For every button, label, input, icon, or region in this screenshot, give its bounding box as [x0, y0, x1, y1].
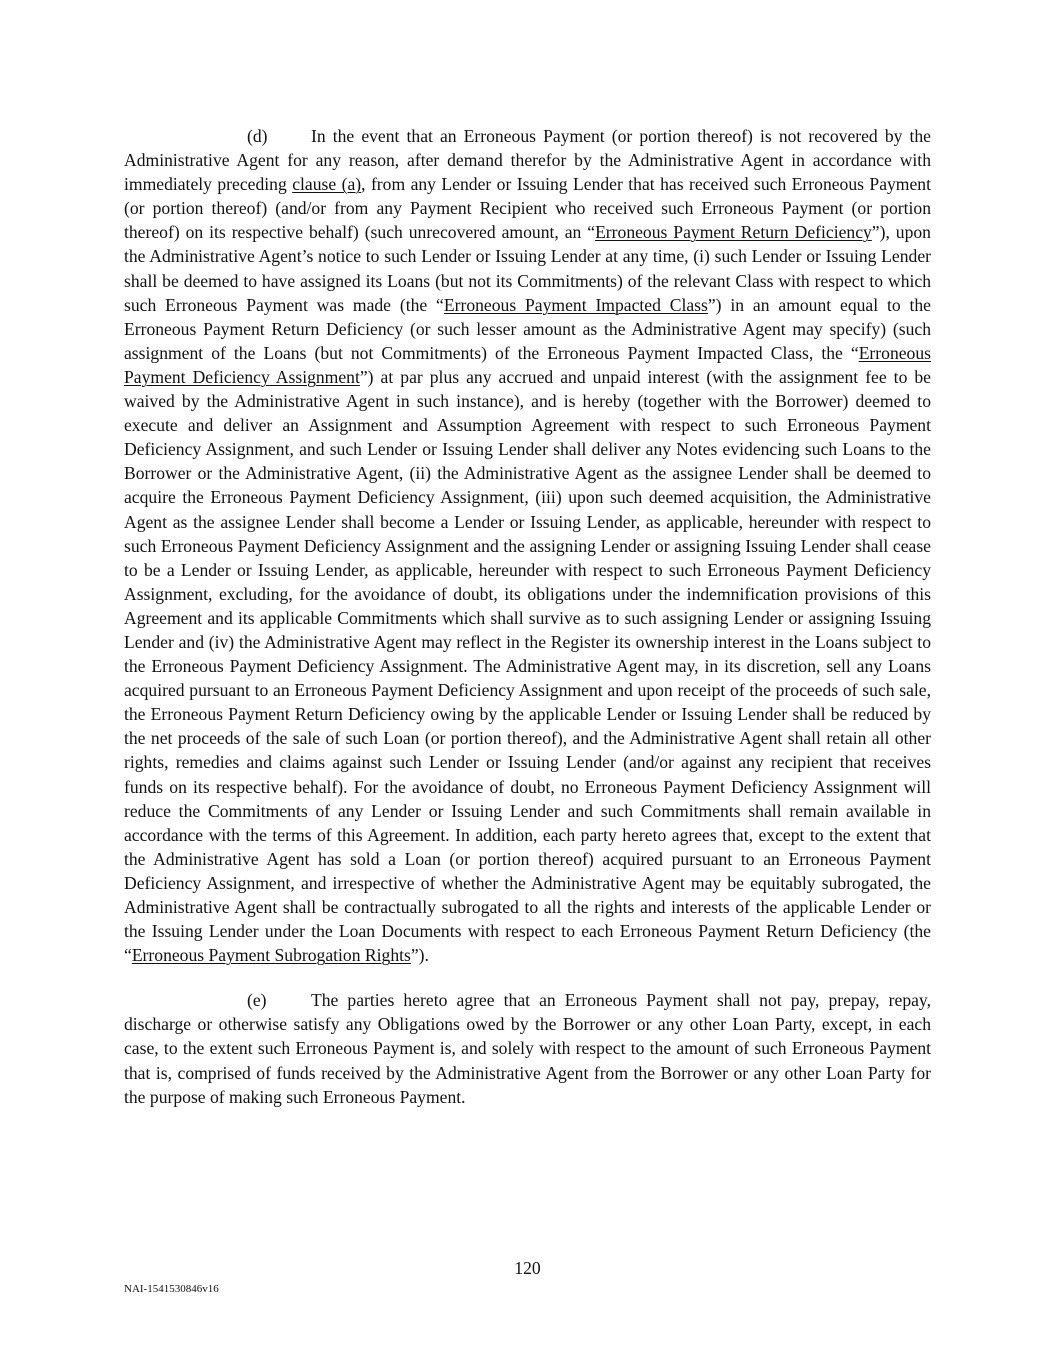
paragraph-d-text-6: ”).	[410, 945, 429, 966]
paragraph-d-text-4: ”) in an amount equal to the Erroneous Payment Return Deficiency (or such lesser amount as the Administrative Agent may specify) (such assignment of the Loans (but not Commitments) of the Erroneous Payment Impacted Class, the “	[124, 294, 931, 363]
paragraph-e-text: The parties hereto agree that an Erroneous Payment shall not pay, prepay, repay, discharge or otherwise satisfy any Obligations owed by the Borrower or any other Loan Party, except, in each case, to the extent such Erroneous Payment is, and solely with respect to the amount of such Erroneous Payment that is, comprised of funds received by the Administrative Agent from the Borrower or any other Loan Party for the purpose of making such Erroneous Payment.	[124, 990, 931, 1107]
document-id: NAI-1541530846v16	[124, 1283, 219, 1295]
document-page	[124, 124, 931, 1109]
paragraph-d-text-2: , from any Lender or Issuing Lender that has received such Erroneous Payment (or portion thereof) (and/or from any Payment Recipient who received such Erroneous Payment (or portion thereof) on its respective behalf) (such unrecovered amount, an “	[124, 174, 931, 243]
paragraph-e-label: (e)	[247, 990, 267, 1011]
defined-term-deficiency-assignment: Erroneous Payment Deficiency Assignment	[124, 342, 931, 387]
paragraph-e	[124, 988, 931, 1108]
defined-term-return-deficiency: Erroneous Payment Return Deficiency	[595, 222, 872, 243]
page-number: 120	[514, 1258, 541, 1278]
paragraph-d-text-3: ”), upon the Administrative Agent’s notice to such Lender or Issuing Lender at any time, (i) such Lender or Issuing Lender shall be deemed to have assigned its Loans (but not its Commitments) of the relevant Class with respect to which such Erroneous Payment was made (the “	[124, 222, 931, 315]
paragraph-d	[124, 124, 931, 967]
paragraph-d-label: (d)	[247, 126, 268, 146]
paragraph-d-text-5: ”) at par plus any accrued and unpaid interest (with the assignment fee to be waived by the Administrative Agent in such instance), and is hereby (together with the Borrower) deemed to execute and deliver an Assignment and Assumption Agreement with respect to such Erroneous Payment Deficiency Assignment, and such Lender or Issuing Lender shall deliver any Notes evidencing such Loans to the Borrower or the Administrative Agent, (ii) the Administrative Agent as the assignee Lender shall be deemed to acquire the Erroneous Payment Deficiency Assignment, (iii) upon such deemed acquisition, the Administrative Agent as the assignee Lender shall become a Lender or Issuing Lender, as applicable, hereunder with respect to such Erroneous Payment Deficiency Assignment and the assigning Lender or assigning Issuing Lender shall cease to be a Lender or Issuing Lender, as applicable, hereunder with respect to such Erroneous Payment Deficiency Assignment, excluding, for the avoidance of doubt, its obligations under the indemnification provisions of this Agreement and its applicable Commitments which shall survive as to such assigning Lender or assigning Issuing Lender and (iv) the Administrative Agent may reflect in the Register its ownership interest in the Loans subject to the Erroneous Payment Deficiency Assignment. The Administrative Agent may, in its discretion, sell any Loans acquired pursuant to an Erroneous Payment Deficiency Assignment and upon receipt of the proceeds of such sale, the Erroneous Payment Return Deficiency owing by the applicable Lender or Issuing Lender shall be reduced by the net proceeds of the sale of such Loan (or portion thereof), and the Administrative Agent shall retain all other rights, remedies and claims against such Lender or Issuing Lender (and/or against any recipient that receives funds on its respective behalf). For the avoidance of doubt, no Erroneous Payment Deficiency Assignment will reduce the Commitments of any Lender or Issuing Lender and such Commitments shall remain available in accordance with the terms of this Agreement. In addition, each party hereto agrees that, except to the extent that the Administrative Agent has sold a Loan (or portion thereof) acquired pursuant to an Erroneous Payment Deficiency Assignment, and irrespective of whether the Administrative Agent may be equitably subrogated, the Administrative Agent shall be contractually subrogated to all the rights and interests of the applicable Lender or the Issuing Lender under the Loan Documents with respect to each Erroneous Payment Return Deficiency (the “	[124, 366, 931, 966]
defined-term-subrogation-rights: Erroneous Payment Subrogation Rights	[131, 945, 411, 966]
defined-term-impacted-class: Erroneous Payment Impacted Class	[443, 294, 708, 315]
paragraph-d-text-1: In the event that an Erroneous Payment (or portion thereof) is not recovered by the Administrative Agent for any reason, after demand therefor by the Administrative Agent in accordance with immediately preceding	[124, 126, 931, 195]
clause-a-reference: clause (a)	[292, 174, 362, 195]
